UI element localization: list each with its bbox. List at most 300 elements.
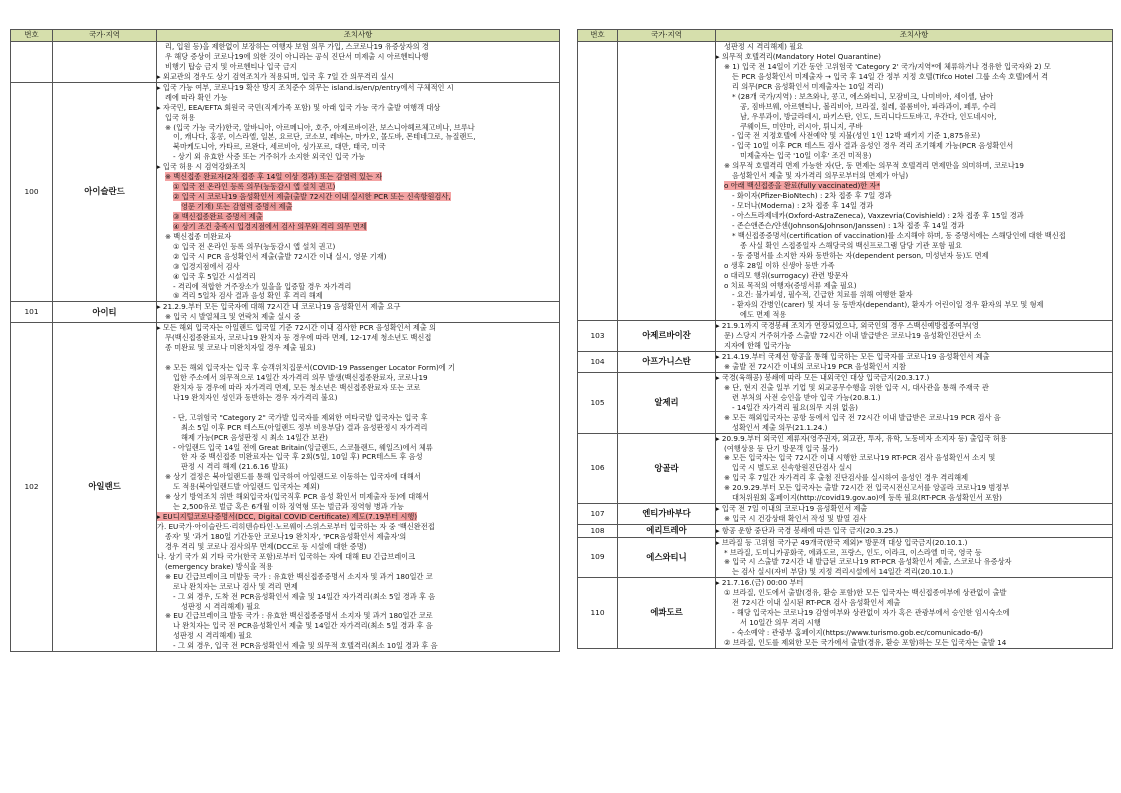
measure-line <box>716 567 1112 577</box>
row-number: 106 <box>578 433 618 504</box>
measure-text: ※ EU 긴급브레이크 발동 국가 : 유효한 백신접종증명서 소지자 및 과거 180일간 코로 <box>165 611 433 621</box>
measure-text: ※ EU 긴급브레이크 미발동 국가 : 유효한 백신접종증명서 소지자 및 과거 180일간 코 <box>165 571 433 581</box>
measure-line <box>157 202 559 212</box>
measure-text: - 입국 전 지정호텔에 사전예약 및 지불(성인 1인 12박 패키지 기준 1,875유로) <box>732 131 981 141</box>
measure-line <box>157 83 559 93</box>
measure-line <box>716 42 1112 52</box>
table-header-row <box>578 30 1113 42</box>
measure-text: ▸ 브라질 등 고위험 국가군 49개국(한국 제외)* 방문객 대상 입국금지(20.10.1.) <box>716 537 968 547</box>
row-number: 107 <box>578 504 618 525</box>
measure-text: 완치자 등 경우에 따라 자가격리 면제, 모든 청소년은 백신접종완료자 또는 코로 <box>173 382 421 392</box>
measure-text: - 그 외 경우, 입국 전 PCR음성확인서 제출 및 의무적 호텔격리(최소 10일 경과 후 음 <box>173 641 438 651</box>
measure-text: 종 사실 확인 스접종일자 스해당국의 백신프로그램 담당 기관 포함 필요 <box>740 240 962 250</box>
measure-text: 미제출자는 입국 '10일 이후' 조건 미적용) <box>740 151 872 161</box>
measure-cell <box>716 504 1113 525</box>
measure-line <box>716 598 1112 608</box>
measure-line <box>716 538 1112 548</box>
table-header-row <box>11 30 560 42</box>
measure-line <box>157 333 559 343</box>
measure-line <box>716 191 1112 201</box>
country-name: 에스와티니 <box>618 537 716 578</box>
table-row <box>578 578 1113 649</box>
measure-line <box>716 578 1112 588</box>
highlighted-text: ③ 백신접종완료 증명서 제출 <box>173 211 263 221</box>
measure-text: 로나 완치자는 코로나 검사 및 격리 면제 <box>173 581 298 591</box>
measure-line <box>157 492 559 502</box>
measure-text: 우 해당 증상이 코로나19에 의한 것이 아니라는 공식 진단서 미제출 시 아르헨티나행 <box>165 51 429 61</box>
measure-text: - 상기 외 유효한 사증 또는 거주허가 소지한 외국인 입국 가능 <box>173 152 366 162</box>
measure-text: - 입국 10일 이후 PCR 테스트 검사 결과 음성인 경우 격리 조기해제 가능(PCR 음성확인서 <box>732 141 1014 151</box>
measure-cell <box>716 433 1113 504</box>
country-name <box>618 42 716 321</box>
measure-text: ※ 입국 시 발열체크 및 연락처 제출 실시 중 <box>165 312 301 322</box>
measure-line <box>157 72 559 82</box>
measure-line <box>716 638 1112 648</box>
measure-line <box>716 493 1112 503</box>
measure-line <box>157 242 559 252</box>
country-name: 아일랜드 <box>53 323 157 652</box>
measure-cell <box>716 537 1113 578</box>
table-row <box>578 352 1113 373</box>
measure-line <box>157 172 559 182</box>
measure-text: ▸ 21.2.9.부터 모든 입국자에 대해 72시간 내 코로나19 음성확인서 제출 요구 <box>157 302 401 312</box>
measure-text: 도 적용(북아일랜드발 아일랜드 입국자는 제외) <box>173 482 320 492</box>
measure-text: 북마케도니아, 카타르, 르완다, 세르비아, 싱가포르, 대만, 태국, 미국 <box>173 142 386 152</box>
measure-line <box>716 504 1112 514</box>
measure-line <box>716 122 1112 132</box>
measure-line <box>157 423 559 433</box>
measure-line <box>716 483 1112 493</box>
measure-line <box>716 72 1112 82</box>
measure-text: 나. 상기 국가 외 기타 국가(한국 포함)로부터 입국하는 자에 대해 EU 긴급브레이크 <box>157 551 416 561</box>
measure-line <box>716 628 1112 638</box>
left-country-measures-table <box>10 29 560 652</box>
measure-line <box>157 312 559 322</box>
measure-line <box>157 443 559 453</box>
measure-text: 종 미완료 및 코로나 미완치자일 경우 제출 필요) <box>165 343 316 353</box>
row-number: 104 <box>578 352 618 373</box>
measure-line <box>716 362 1112 372</box>
measure-cell <box>716 372 1113 433</box>
measure-text: * (28개 국가/지역) : 보츠와나, 콩고, 에스와티니, 모잠비크, 나미비아, 세이셸, 남아 <box>732 91 994 101</box>
highlighted-text: ※ 백신접종 완료자(2차 접종 후 14일 이상 경과) 또는 감염력 있는 자 <box>165 172 383 182</box>
measure-cell <box>716 352 1113 373</box>
measure-text: - 단, 고위험국 "Category 2" 국가발 입국자를 제외한 여타국발 입국자는 입국 후 <box>173 412 428 422</box>
measure-line <box>157 353 559 363</box>
measure-line <box>716 331 1112 341</box>
highlighted-text: 영문 기재) 또는 감염력 증명서 제출 <box>181 202 293 211</box>
measure-text: ③ 입경지점에서 검사 <box>173 261 240 271</box>
measure-text: - 14일간 자가격리 필요(의무 지위 없음) <box>732 402 858 412</box>
measure-text: ※ 의무적 호텔격리 면제 가능한 자(단, 동 면제는 의무적 호텔격리 면제만을 의미하며, 코로나19 <box>724 161 1024 171</box>
measure-text: o 생후 28일 이하 신생아 등반 가족 <box>724 260 835 270</box>
country-name: 아프가니스탄 <box>618 352 716 373</box>
row-number: 102 <box>11 323 53 652</box>
measure-line <box>157 641 559 651</box>
measure-line <box>157 631 559 641</box>
country-name: 앙골라 <box>618 433 716 504</box>
measure-line <box>157 403 559 413</box>
measure-text: 해제 가능(PCR 음성판정 시 최소 14일간 보관) <box>181 432 328 442</box>
measure-line <box>157 252 559 262</box>
measure-line <box>157 562 559 572</box>
measure-text: 무(백신접종완료자, 코로나19 완치자 등 경우에 따라 면제, 12-17세 청소년도 백신접 <box>165 333 432 343</box>
row-number: 100 <box>11 82 53 302</box>
measure-text: 리 의무(PCR 음성확인서 미제출자는 10일 격리) <box>732 81 884 91</box>
measure-line <box>716 131 1112 141</box>
table-row <box>578 372 1113 433</box>
measure-text: 에도 면제 적용 <box>740 310 787 320</box>
measure-line <box>716 310 1112 320</box>
measure-text: - 요건: 불가피성, 필수적, 긴급한 치료를 위해 여행한 환자 <box>732 290 913 300</box>
measure-line <box>157 552 559 562</box>
measure-line <box>716 557 1112 567</box>
measure-text: ※ 출발 전 72시간 이내의 코로나19 PCR 음성확인서 지참 <box>724 362 906 371</box>
measure-line <box>716 271 1112 281</box>
measure-line <box>157 162 559 172</box>
measure-line <box>157 532 559 542</box>
measure-text: 입국 시 별도로 신속항원진단검사 실시 <box>732 463 853 473</box>
measure-text: ※ 입국 시 스출발 72시간 내 발급된 코로나19 RT-PCR 음성확인서 제출, 스코로나 유증상자 <box>724 557 1012 567</box>
table-row <box>578 537 1113 578</box>
measure-text: 는 검사 실시(자비 부담) 및 지정 격리시설에서 14일간 격리(20.10.1.) <box>732 567 954 577</box>
measure-text: ※ 상기 방역조치 위반 해외입국자(입국직후 PCR 음성 확인서 미제출자 등)에 대해서 <box>165 492 430 502</box>
measure-line <box>157 52 559 62</box>
measure-cell <box>157 82 560 302</box>
table-row <box>11 302 560 323</box>
measure-text: ※ 모든 해외입국자는 공항 등에서 입국 전 72시간 이내 발급받은 코로나19 PCR 검사 음 <box>724 412 1001 422</box>
measure-line <box>716 373 1112 383</box>
highlighted-text: ② 입국 시 코로나19 음성확인서 제출(출발 72시간 이내 실시한 PCR 또는 신속항원검사, <box>173 192 451 202</box>
measure-text: 나 완치자는 입국 전 PCR음성확인서 제출 및 14일간 자가격리(최소 5일 경과 후 음 <box>173 621 433 631</box>
measure-cell <box>716 525 1113 538</box>
measure-text: * 백신접종증명서(certification of vaccination)를 소지해야 하며, 동 증명서에는 스해당인에 대한 백신접 <box>732 230 1066 240</box>
measure-line <box>716 393 1112 403</box>
measure-line <box>716 444 1112 454</box>
measure-line <box>716 62 1112 72</box>
table-row <box>11 323 560 652</box>
measure-line <box>157 373 559 383</box>
measure-text: - 숙소예약 : 관광부 홈페이지(https://www.turismo.gob.ec/comunicado-6/) <box>732 628 983 638</box>
measure-text: ※ (입국 가능 국가)한국, 알바니아, 아르메니아, 호주, 아제르바이잔, 보스니아헤르체고비나, 브루나 <box>165 122 475 132</box>
measure-line <box>157 592 559 602</box>
measure-text: o 대리모 행위(surrogacy) 관련 방문자 <box>724 270 849 280</box>
measure-line <box>716 290 1112 300</box>
measure-line <box>157 502 559 512</box>
measure-line <box>157 262 559 272</box>
table-row <box>11 82 560 302</box>
measure-text: ▸ 21.9.1까지 국경봉쇄 조치가 연장되었으나, 외국인의 경우 스백신예방접종여부(영 <box>716 321 979 331</box>
measure-line <box>716 281 1112 291</box>
measure-text: 례에 따라 확인 가능 <box>165 92 228 102</box>
measure-text: ※ 1) 입국 전 14일이 기간 동안 고위험국 'Category 2' 국가/지역*에 체류하거나 경유한 입국자와 2) 모 <box>724 61 1051 71</box>
measure-cell <box>716 42 1113 321</box>
measure-text: - 아일랜드 입국 14일 전에 Great Britain(잉글랜드, 스코틀랜드, 웨일즈)에서 체류 <box>173 442 433 452</box>
measure-text: ② 브라질, 인도를 제외한 모든 국가에서 출발(경유, 환승 포함)하는 모든 입국자는 출발 14 <box>724 637 1007 647</box>
measure-line <box>157 222 559 232</box>
highlighted-text: ① 입국 전 온라인 등록 의무(능동감시 앱 설치 권고) <box>173 182 336 192</box>
measure-line <box>716 141 1112 151</box>
measure-text: 지자에 한해 입국가능 <box>724 341 792 351</box>
measure-line <box>157 103 559 113</box>
measure-line <box>716 548 1112 558</box>
measure-line <box>716 151 1112 161</box>
header-number: 번호 <box>578 30 618 42</box>
measure-line <box>716 161 1112 171</box>
measure-line <box>157 363 559 373</box>
measure-text: 한 자 중 백신접종 미완료자는 입국 후 2회(5일, 10일 후) PCR테스트 후 음성 <box>181 452 423 462</box>
measure-text: ▸ 입국 가능 여부, 코로나19 확산 방지 조치준수 의무는 island.is/en/p/entry에서 구체적인 시 <box>157 82 454 92</box>
measure-line <box>716 383 1112 393</box>
measure-text: ④ 입국 후 5일간 시설격리 <box>173 271 256 281</box>
measure-line <box>716 82 1112 92</box>
measure-line <box>157 572 559 582</box>
measure-line <box>157 272 559 282</box>
measure-line <box>716 221 1112 231</box>
measure-line <box>716 341 1112 351</box>
measure-text: ▸ 외교관의 경우도 상기 검역조치가 적용되며, 입국 후 7일 간 의무격리 실시 <box>157 71 394 81</box>
measure-line <box>716 618 1112 628</box>
measure-line <box>157 621 559 631</box>
measure-text: 비행기 탑승 금지 및 아르헨티나 입국 금지 <box>165 61 297 71</box>
measure-line <box>157 452 559 462</box>
measure-text: 판정 시 격리 해제 (21.6.16 발표) <box>181 462 288 472</box>
measure-line <box>157 343 559 353</box>
measure-cell <box>716 578 1113 649</box>
measure-line <box>716 181 1112 191</box>
measure-cell <box>157 302 560 323</box>
measure-line <box>716 473 1112 483</box>
table-row <box>578 504 1113 525</box>
country-name: 아이슬란드 <box>53 82 157 302</box>
measure-text: ① 브라질, 인도에서 출발(경유, 환승 포함)한 모든 입국자는 백신접종여부에 상관없이 출발 <box>724 588 1007 598</box>
measure-text: 입국 허용 <box>165 112 196 122</box>
measure-line <box>157 93 559 103</box>
country-name: 아이티 <box>53 302 157 323</box>
measure-line <box>716 403 1112 413</box>
measure-line <box>716 352 1112 362</box>
measure-text: 문) 스당지 거주허가증 스출발 72시간 이내 발급받은 코로나19 음성확인진단서 소 <box>724 331 981 341</box>
measure-text: 전 72시간 이내 실시된 RT-PCR 검사 음성확인서 제출 <box>732 598 901 608</box>
measure-line <box>716 201 1112 211</box>
table-row <box>578 433 1113 504</box>
measure-text: - 동 증명서를 소지한 자와 동반하는 자(dependent person, 미성년자 등)도 면제 <box>732 250 989 260</box>
measure-line <box>716 231 1112 241</box>
measure-cell <box>157 323 560 652</box>
measure-text: 성판정 시 격리해제) 필요 <box>181 601 261 611</box>
measure-line <box>157 522 559 532</box>
measure-text: 련 부처의 사전 승인을 받아 입국 가능(20.8.1.) <box>732 392 881 402</box>
country-name <box>53 42 157 83</box>
table-row <box>578 321 1113 352</box>
measure-line <box>157 302 559 312</box>
measure-line <box>157 142 559 152</box>
measure-line <box>716 453 1112 463</box>
measure-line <box>157 611 559 621</box>
measure-line <box>157 602 559 612</box>
measure-text: ▸ 국경(육해공) 봉쇄에 따라 모든 내외국인 대상 입국금지(20.3.17.) <box>716 372 930 382</box>
measure-text: ※ 모든 입국자는 입국 72시간 이내 시행한 코로나19 RT-PCR 검사 음성확인서 소지 및 <box>724 453 996 463</box>
highlighted-text: ④ 상기 조건 충족시 입경지점에서 검사 의무와 격리 의무 면제 <box>173 221 367 231</box>
measure-line <box>716 526 1112 536</box>
measure-text: 성판정 시 격리해제) 필요 <box>724 42 804 51</box>
measure-line <box>716 514 1112 524</box>
measure-line <box>716 413 1112 423</box>
measure-text: ※ 백신접종 미완료자 <box>165 231 232 241</box>
measure-text: 나19 완치자인 성인과 동반하는 경우 자가격리 불요) <box>173 392 338 402</box>
measure-text: - 환자의 간병인(carer) 및 자녀 등 동반자(dependant), 환자가 어린이일 경우 환자의 부모 및 형제 <box>732 300 1044 310</box>
measure-line <box>157 542 559 552</box>
row-number: 105 <box>578 372 618 433</box>
measure-text: ▸ 21.4.19.부터 국제선 항공을 통해 입국하는 모든 입국자를 코로나19 음성확인서 제출 <box>716 352 990 362</box>
measure-line <box>157 62 559 72</box>
measure-line <box>716 588 1112 598</box>
table-row <box>11 42 560 83</box>
measure-text: ※ 상기 결정은 북아일랜드를 통해 입국하여 아일랜드로 이동하는 입국자에 대해서 <box>165 472 421 482</box>
measure-line <box>157 512 559 522</box>
measure-text: ※ 20.9.29.부터 모든 입국자는 출발 72시간 전 입국시전신고서를 앙골라 코로나19 범정부 <box>724 483 1010 493</box>
country-name: 알제리 <box>618 372 716 433</box>
measure-text: - 격리에 적합한 거주장소가 있을을 입증할 경우 자가격리 <box>173 281 352 291</box>
measure-text: 입한 주소에서 의무적으로 14일간 자가격리 의무 발생(백신접종완료자, 코로나19 <box>173 372 428 382</box>
measure-line <box>157 123 559 133</box>
measure-text: ※ 입국 후 7일간 자가격리 후 출첨 진단검사를 실시하여 음성인 경우 격리해제 <box>724 473 969 483</box>
measure-text: 음성확인서 제출 및 자가격리 의무로부터의 면제가 아님) <box>732 171 909 181</box>
measure-line <box>716 321 1112 331</box>
measure-line <box>157 113 559 123</box>
measure-text: ▸ 모든 해외 입국자는 아일랜드 입국일 기준 72시간 이내 검사한 PCR 음성확인서 제출 의 <box>157 323 436 333</box>
measure-line <box>716 423 1112 433</box>
measure-text: ① 입국 전 온라인 등록 의무(능동감시 앱 설치 권고) <box>173 241 336 251</box>
measure-line <box>157 582 559 592</box>
measure-line <box>716 102 1112 112</box>
measure-line <box>157 482 559 492</box>
measure-line <box>157 132 559 142</box>
measure-line <box>157 282 559 292</box>
header-country: 국가·지역 <box>618 30 716 42</box>
country-name: 에콰도르 <box>618 578 716 649</box>
measure-text: ▸ 입국 전 7일 이내의 코로나19 음성확인서 제출 <box>716 504 868 514</box>
measure-text: 쿠웨이트, 미얀마, 러시아, 튀니지, 쿠바 <box>740 121 863 131</box>
measure-line <box>157 472 559 482</box>
measure-text: ▸ 의무적 호텔격리(Mandatory Hotel Quarantine) <box>716 51 881 61</box>
header-measure: 조치사항 <box>716 30 1113 42</box>
measure-line <box>716 434 1112 444</box>
measure-text: ※ 단, 현지 진출 일부 기업 및 외교공무수행을 위한 입국 시, 대사관을 통해 주재국 관 <box>724 382 989 392</box>
table-row <box>578 525 1113 538</box>
measure-line <box>716 251 1112 261</box>
measure-text: ▸ 입국 허용 시 검역강화조치 <box>157 162 247 172</box>
header-country: 국가·지역 <box>53 30 157 42</box>
measure-text: ▸ 자국민, EEA/EFTA 회원국 국민(직계가족 포함) 및 아래 입국 가능 국가 출발 여행객 대상 <box>157 102 441 112</box>
measure-text: 는 2,500유로 벌금 혹은 6개월 이하 징역형 또는 벌금과 징역형 병과 가능 <box>173 502 404 512</box>
measure-cell <box>716 321 1113 352</box>
measure-line <box>157 182 559 192</box>
measure-text: 서 10일간 의무 격리 시행 <box>740 618 821 628</box>
measure-text: 남, 우루과이, 방글라데시, 파키스탄, 인도, 트리니다드토바고, 우간다, 인도네시아, <box>740 111 997 121</box>
measure-text: ▸ 21.7.16.(금) 00:00 부터 <box>716 578 804 588</box>
measure-text: ⑤ 격리 5일차 검사 결과 음성 확인 후 격리 해제 <box>173 291 323 301</box>
measure-line <box>716 92 1112 102</box>
measure-text: (여행상용 등 단기 방문객 입국 불가) <box>724 443 839 453</box>
measure-text: 경우 격리 및 코로나 검사의무 면제(DCC로 등 시설에 대한 증명) <box>165 541 367 551</box>
measure-text: 성판정 시 격리해제) 필요 <box>173 631 253 641</box>
measure-text: * 브라질, 도미니카공화국, 에콰도르, 프랑스, 인도, 이라크, 이스라엘 미국, 영국 등 <box>724 547 982 557</box>
measure-line <box>157 433 559 443</box>
row-number: 109 <box>578 537 618 578</box>
row-number: 103 <box>578 321 618 352</box>
measure-line <box>716 171 1112 181</box>
table-row <box>578 42 1113 321</box>
row-number: 108 <box>578 525 618 538</box>
measure-line <box>157 42 559 52</box>
measure-text: o 치료 목적의 여행자(증빙서류 제출 필요) <box>724 280 857 290</box>
header-number: 번호 <box>11 30 53 42</box>
country-name: 엔티가바부다 <box>618 504 716 525</box>
measure-text: ※ 모든 해외 입국자는 입국 후 승객위치집문서(COVID-19 Passenger Locator Form)에 기 <box>165 363 455 372</box>
measure-text: 이, 캐나다, 홍콩, 이스라엘, 일본, 요르단, 코소보, 레바논, 마카오, 몰도바, 몬테네그로, 뉴질랜드, <box>173 132 476 142</box>
measure-line <box>157 232 559 242</box>
measure-text: - 존슨앤존슨/얀센(Johnson&Johnson/Janssen) : 1차 접종 후 14일 경과 <box>732 220 965 230</box>
measure-text: 리, 입원 등)을 제한없이 보장하는 여행자 보험 의무 가입, 스코로나19 유증상자의 경 <box>165 42 429 51</box>
measure-line <box>716 608 1112 618</box>
measure-line <box>157 212 559 222</box>
measure-text: 든 PCR 음성확인서 미제출자 → 입국 후 14일 간 정부 지정 호텔(Tifco Hotel 그룹 소속 호텔)에서 격 <box>732 71 1049 81</box>
measure-line <box>716 211 1112 221</box>
header-measure: 조치사항 <box>157 30 560 42</box>
measure-line <box>716 261 1112 271</box>
measure-text: - 모더나(Moderna) : 2차 접종 후 14일 경과 <box>732 201 874 210</box>
row-number: 110 <box>578 578 618 649</box>
measure-cell <box>157 42 560 83</box>
measure-text: 가. EU국가·아이슬란드·리히텐슈타인·노르웨이·스위스로부터 입국하는 자 중 '백신완전접 <box>157 522 435 531</box>
measure-text: - 화이자(Pfizer-BioNtech) : 2차 접종 후 7일 경과 <box>732 191 892 201</box>
measure-text: 공, 짐바브웨, 아르헨티나, 볼리비아, 브라질, 칠레, 콜롬비아, 파라과이, 페루, 수리 <box>740 101 997 111</box>
measure-text: ▸ 20.9.9.부터 외국인 제류자(영주권자, 외교관, 투자, 유학, 노동비자 소지자 등) 출입국 허용 <box>716 433 1007 443</box>
measure-line <box>157 152 559 162</box>
measure-text: 성확인서 제출 의무(21.1.24.) <box>732 422 828 432</box>
measure-text: - 해당 입국자는 코로나19 감염여부와 상관없이 자가 혹은 관광부에서 승인한 임시숙소에 <box>732 608 1010 618</box>
measure-line <box>716 52 1112 62</box>
highlighted-text: o 아래 백신접종을 완료(fully vaccinated)한 자* <box>724 181 881 191</box>
right-country-measures-table <box>577 29 1113 649</box>
country-name: 아제르바이잔 <box>618 321 716 352</box>
measure-line <box>157 192 559 202</box>
measure-line <box>716 241 1112 251</box>
measure-line <box>716 463 1112 473</box>
measure-line <box>716 112 1112 122</box>
row-number <box>11 42 53 83</box>
measure-line <box>157 323 559 333</box>
measure-text: 종자' 및 '과거 180일 기간동안 코로나19 완치자', 'PCR음성확인서 제출자'의 <box>165 531 407 541</box>
measure-line <box>716 300 1112 310</box>
highlighted-text: ▸ EU디지털코로나증명서(DCC, Digital COVID Certificate) 제도(7.19부터 시행) <box>157 512 418 522</box>
measure-line <box>157 413 559 423</box>
measure-line <box>157 462 559 472</box>
measure-text: ② 입국 시 PCR 음성확인서 제출(출발 72시간 이내 실시, 영문 기재) <box>173 251 387 261</box>
measure-text: ▸ 항공 운항 중단과 국경 봉쇄에 따른 입국 금지(20.3.25.) <box>716 525 899 535</box>
measure-text: - 그 외 경우, 도착 전 PCR음성확인서 제출 및 14일간 자가격리(최소 5일 경과 후 음 <box>173 591 436 601</box>
measure-line <box>157 291 559 301</box>
measure-line <box>157 383 559 393</box>
measure-line <box>157 393 559 403</box>
country-name: 에리트레아 <box>618 525 716 538</box>
measure-text: 최소 5일 이후 PCR 테스트(아일랜드 정부 비용부담) 결과 음성판정시 자가격리 <box>181 422 428 432</box>
row-number <box>578 42 618 321</box>
measure-text: (emergency brake) 방식을 적용 <box>165 561 273 571</box>
measure-text: - 아스트라제네카(Oxford-AstraZeneca), Vaxzevria(Covishield) : 2차 접종 후 15일 경과 <box>732 210 1024 220</box>
measure-text: 대처위원회 홈페이지(http://covid19.gov.ao)에 등록 필요(RT-PCR 음성확인서 포함) <box>732 493 1002 503</box>
